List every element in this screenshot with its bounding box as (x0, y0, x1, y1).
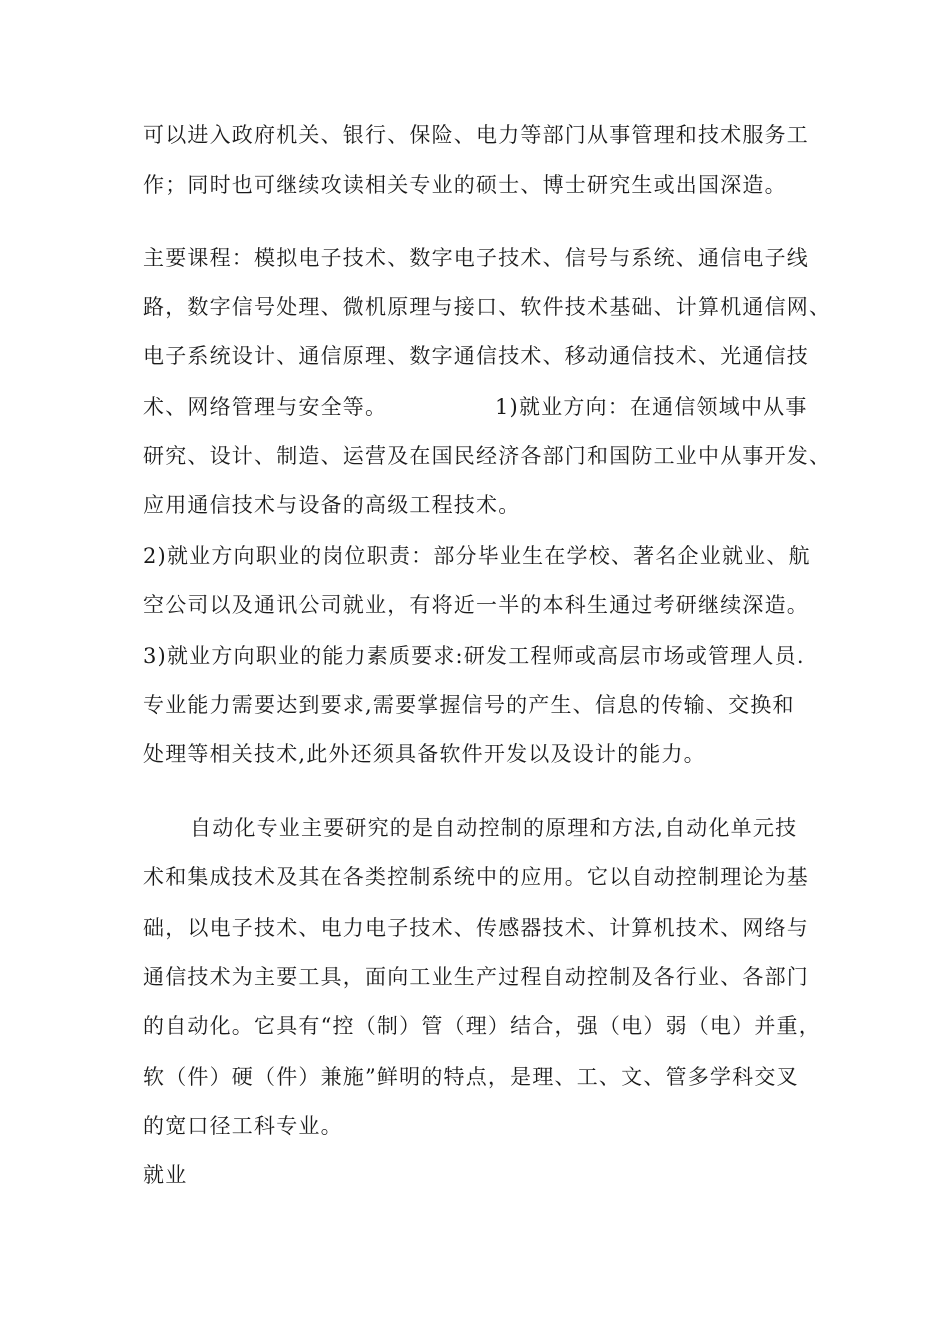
text-line: 自动化专业主要研究的是自动控制的原理和方法,自动化单元技 (190, 816, 798, 840)
text-line: 的自动化。它具有“控（制）管（理）结合，强（电）弱（电）并重， (143, 1014, 821, 1038)
text-line: 础，以电子技术、电力电子技术、传感器技术、计算机技术、网络与 (143, 916, 809, 940)
text-line: 术、网络管理与安全等。 (143, 395, 388, 419)
text-line: 的宽口径工科专业。 (143, 1114, 343, 1138)
text-line: 可以进入政府机关、银行、保险、电力等部门从事管理和技术服务工 (143, 123, 809, 147)
text-line: 3)就业方向职业的能力素质要求:研发工程师或高层市场或管理人员. (143, 644, 805, 668)
text-line: 处理等相关技术,此外还须具备软件开发以及设计的能力。 (143, 742, 706, 766)
text-line: 研究、设计、制造、运营及在国民经济各部门和国防工业中从事开发、 (143, 444, 832, 468)
text-line: 术和集成技术及其在各类控制系统中的应用。它以自动控制理论为基 (143, 865, 809, 889)
text-line: 1)就业方向：在通信领域中从事 (495, 395, 808, 419)
text-line: 主要课程：模拟电子技术、数字电子技术、信号与系统、通信电子线 (143, 246, 809, 270)
text-line: 路，数字信号处理、微机原理与接口、软件技术基础、计算机通信网、 (143, 295, 832, 319)
text-line: 作；同时也可继续攻读相关专业的硕士、博士研究生或出国深造。 (143, 173, 787, 197)
text-line: 电子系统设计、通信原理、数字通信技术、移动通信技术、光通信技 (143, 344, 809, 368)
text-line: 通信技术为主要工具，面向工业生产过程自动控制及各行业、各部门 (143, 965, 809, 989)
text-line: 专业能力需要达到要求,需要掌握信号的产生、信息的传输、交换和 (143, 693, 795, 717)
text-line: 就业 (143, 1163, 188, 1187)
text-line: 2)就业方向职业的岗位职责：部分毕业生在学校、著名企业就业、航 (143, 544, 811, 568)
text-line: 软（件）硬（件）兼施”鲜明的特点，是理、工、文、管多学科交叉 (143, 1065, 799, 1089)
text-line: 空公司以及通讯公司就业，有将近一半的本科生通过考研继续深造。 (143, 593, 809, 617)
text-line: 应用通信技术与设备的高级工程技术。 (143, 493, 521, 517)
